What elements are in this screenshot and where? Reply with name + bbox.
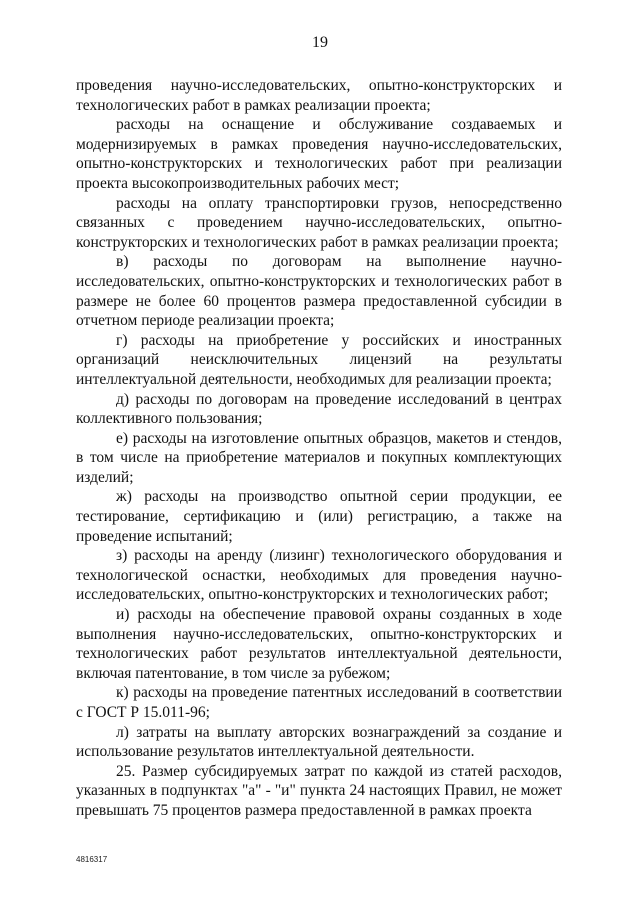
paragraph: д) расходы по договорам на проведение исследований в центрах коллективного пользования; (76, 390, 562, 428)
paragraph: проведения научно-исследовательских, опытно-конструкторских и технологических работ в рамках реализации проекта; (76, 77, 562, 114)
document-code: 4816317 (76, 855, 108, 864)
document-body (76, 76, 562, 821)
paragraph: расходы на оплату транспортировки грузов, непосредственно связанных с проведением научно-исследовательских, опытно-конструкторских и технологических работ в рамках реализации проекта; (76, 194, 562, 251)
paragraph: л) затраты на выплату авторских вознаграждений за создание и использование результатов интеллектуальной деятельности. (76, 723, 562, 761)
paragraph: г) расходы на приобретение у российских и иностранных организаций неисключительных лицензий на результаты интеллектуальной деятельности, необходимых для реализации проекта; (76, 331, 562, 388)
paragraph: в) расходы по договорам на выполнение научно-исследовательских, опытно-конструкторских и технологических работ в размере не более 60 процентов размера предоставленной субсидии в отчетном периоде реализации проекта; (76, 253, 562, 330)
paragraph: 25. Размер субсидируемых затрат по каждой из статей расходов, указанных в подпунктах "а" - "и" пункта 24 настоящих Правил, не может превышать 75 процентов размера предоставленной в рамках проекта (76, 762, 562, 819)
paragraph: расходы на оснащение и обслуживание создаваемых и модернизируемых в рамках проведения научно-исследовательских, опытно-конструкторских и технологических работ при реализации проекта высокопроизводительных рабочих мест; (76, 116, 562, 192)
paragraph: ж) расходы на производство опытной серии продукции, ее тестирование, сертификацию и (или) регистрацию, а также на проведение испытаний; (76, 488, 562, 545)
paragraph: к) расходы на проведение патентных исследований в соответствии с ГОСТ Р 15.011-96; (76, 684, 562, 721)
page-number: 19 (312, 34, 328, 51)
paragraph: е) расходы на изготовление опытных образцов, макетов и стендов, в том числе на приобретение материалов и покупных комплектующих изделий; (76, 429, 562, 486)
paragraph: и) расходы на обеспечение правовой охраны созданных в ходе выполнения научно-исследовательских, опытно-конструкторских и технологических работ результатов интеллектуальной деятельности, включая патентование, в том числе за рубежом; (76, 606, 562, 682)
paragraph: з) расходы на аренду (лизинг) технологического оборудования и технологической оснастки, необходимых для проведения научно-исследовательских, опытно-конструкторских и технологических работ; (76, 547, 562, 604)
